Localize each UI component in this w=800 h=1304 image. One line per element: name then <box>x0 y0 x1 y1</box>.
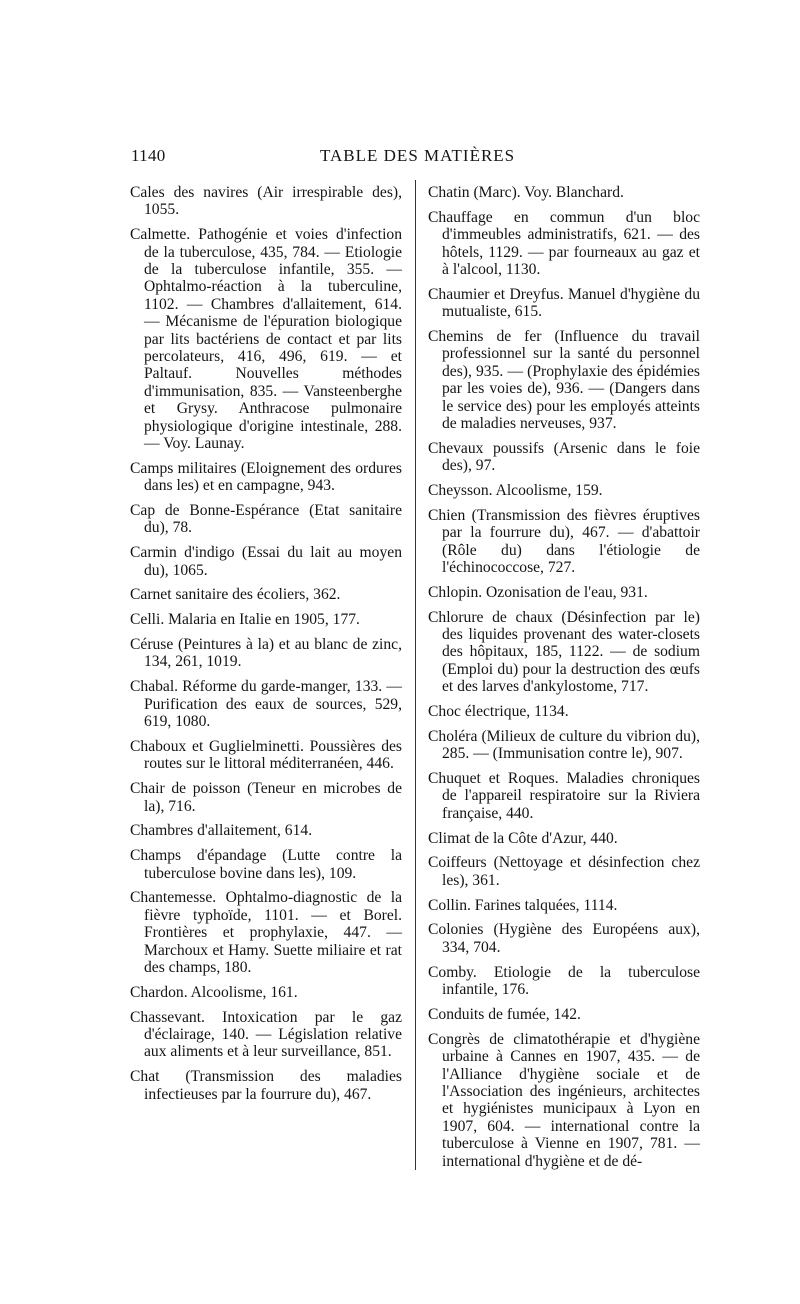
index-entry: Chat (Transmission des maladies infectieuses par la fourrure du), 467. <box>130 1068 402 1103</box>
index-entry: Chlorure de chaux (Désinfection par le) des liquides provenant des water-closets des hôpitaux, 185, 1122. — de sodium (Emploi du) pour la destruction des œufs et des larves d'ankylostome, 717. <box>428 608 700 696</box>
index-entry: Chaboux et Guglielminetti. Poussières des routes sur le littoral méditerranéen, 446. <box>130 737 402 773</box>
running-title: TABLE DES MATIÈRES <box>320 146 516 165</box>
index-entry: Coiffeurs (Nettoyage et désinfection chez les), 361. <box>428 854 700 889</box>
index-entry: Cheysson. Alcoolisme, 159. <box>428 482 603 500</box>
index-entry: Choléra (Milieux de culture du vibrion du), 285. — (Immunisation contre le), 907. <box>428 727 700 763</box>
index-entry: Collin. Farines talquées, 1114. <box>428 896 618 914</box>
index-entry: Choc électrique, 1134. <box>428 703 569 721</box>
index-entry: Congrès de climatothérapie et d'hygiène urbaine à Cannes en 1907, 435. — de l'Alliance d'hygiène sociale et de l'Association des ingénieurs, architectes et hygiénistes municipaux à Lyon en 1907, 604. — international contre la tuberculose à Vienne en 1907, 781. — international d'hygiène et de dé- <box>428 1030 700 1170</box>
index-entry: Colonies (Hygiène des Européens aux), 334, 704. <box>428 921 700 956</box>
index-entry: Chabal. Réforme du garde-manger, 133. — Purification des eaux de sources, 529, 619, 1080. <box>130 678 402 731</box>
index-entry: Calmette. Pathogénie et voies d'infection de la tuberculose, 435, 784. — Etiologie de la tuberculose infantile, 355. — Ophtalmo-réaction à la tuberculine, 1102. — Chambres d'allaitement, 614. — Mécanisme de l'épuration biologique par lits bactériens de contact et par lits percolateurs, 416, 496, 619. — et Paltauf. Nouvelles méthodes d'immunisation, 835. — Vansteenberghe et Grysy. Anthracose pulmonaire physiologique d'origine intestinale, 288. — Voy. Launay. <box>130 226 402 453</box>
index-entry: Chantemesse. Ophtalmo-diagnostic de la fièvre typhoïde, 1101. — et Borel. Frontières et prophylaxie, 447. — Marchoux et Hamy. Suette miliaire et rat des champs, 180. <box>130 889 402 976</box>
index-entry: Climat de la Côte d'Azur, 440. <box>428 829 618 847</box>
index-entry: Chuquet et Roques. Maladies chroniques de l'appareil respiratoire sur la Riviera française, 440. <box>428 770 700 822</box>
index-entry: Chassevant. Intoxication par le gaz d'éclairage, 140. — Législation relative aux aliments et à leur surveillance, 851. <box>130 1008 402 1061</box>
index-entry: Chien (Transmission des fièvres éruptives par la fourrure du), 467. — d'abattoir (Rôle du) dans l'étiologie de l'échinococcose, 727. <box>428 506 700 577</box>
index-entry: Celli. Malaria en Italie en 1905, 177. <box>130 611 360 629</box>
index-entry: Cales des navires (Air irrespirable des), 1055. <box>130 184 402 219</box>
index-entry: Chaumier et Dreyfus. Manuel d'hygiène du mutualiste, 615. <box>428 285 700 321</box>
index-entry: Chatin (Marc). Voy. Blanchard. <box>428 184 624 201</box>
left-column <box>130 184 402 1110</box>
index-entry: Chemins de fer (Influence du travail professionnel sur la santé du personnel des), 935. — (Prophylaxie des épidémies par les voies de), 936. — (Dangers dans le service des) pour les employés atteints de maladies nerveuses, 937. <box>428 328 700 433</box>
index-entry: Cap de Bonne-Espérance (Etat sanitaire du), 78. <box>130 502 402 537</box>
index-entry: Chlopin. Ozonisation de l'eau, 931. <box>428 583 648 601</box>
index-entry: Chair de poisson (Teneur en microbes de la), 716. <box>130 780 402 815</box>
index-entry: Carnet sanitaire des écoliers, 362. <box>130 586 341 604</box>
right-column <box>428 184 700 1177</box>
index-entry: Conduits de fumée, 142. <box>428 1005 581 1023</box>
column-divider <box>415 180 416 1170</box>
index-entry: Champs d'épandage (Lutte contre la tuberculose bovine dans les), 109. <box>130 847 402 882</box>
index-entry: Camps militaires (Eloignement des ordures dans les) et en campagne, 943. <box>130 459 402 495</box>
index-entry: Chardon. Alcoolisme, 161. <box>130 983 298 1001</box>
page-number: 1140 <box>131 146 166 165</box>
index-entry: Comby. Etiologie de la tuberculose infantile, 176. <box>428 963 700 999</box>
index-entry: Carmin d'indigo (Essai du lait au moyen du), 1065. <box>130 544 402 579</box>
index-entry: Chauffage en commun d'un bloc d'immeubles administratifs, 621. — des hôtels, 1129. — par fourneaux au gaz et à l'alcool, 1130. <box>428 208 700 279</box>
index-entry: Céruse (Peintures à la) et au blanc de zinc, 134, 261, 1019. <box>130 636 402 671</box>
index-entry: Chevaux poussifs (Arsenic dans le foie des), 97. <box>428 439 700 475</box>
index-entry: Chambres d'allaitement, 614. <box>130 822 313 840</box>
